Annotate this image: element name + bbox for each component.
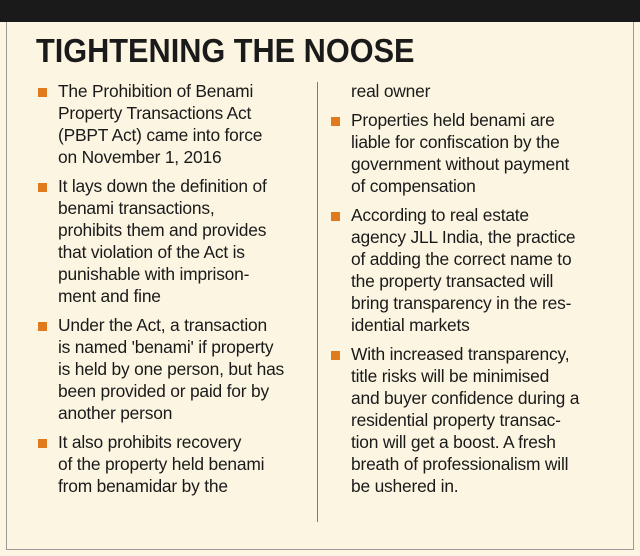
right-column [329,80,609,504]
square-bullet-icon [331,212,340,221]
bullet-text: Properties held benami are liable for confiscation by the government without payment of compensation [351,110,570,196]
square-bullet-icon [331,351,340,360]
square-bullet-icon [38,439,47,448]
square-bullet-icon [38,322,47,331]
square-bullet-icon [331,117,340,126]
infobox-title: TIGHTENING THE NOOSE [36,32,415,69]
square-bullet-icon [38,88,47,97]
column-divider [317,82,318,522]
bullet-item [329,343,609,497]
bullet-text: With increased transparency, title risks will be minimised and buyer confidence during a residential property transac- tion will get a boost. A fresh breath of professionalism will be ushered in. [351,344,580,496]
bullet-item [36,80,304,168]
continued-text [329,80,609,102]
bullet-item [36,431,304,497]
bullet-item [329,109,609,197]
bullet-item [36,314,304,424]
bullet-text: It lays down the definition of benami transactions, prohibits them and provides that violation of the Act is punishable with imprison- ment and fine [58,176,267,306]
continued-text-line: real owner [351,81,431,101]
bullet-item [329,204,609,336]
bullet-text: According to real estate agency JLL India, the practice of adding the correct name to the property transacted will bring transparency in the res- idential markets [351,205,576,335]
top-rule [0,0,640,22]
square-bullet-icon [38,183,47,192]
left-column [36,80,304,504]
bullet-text: The Prohibition of Benami Property Transactions Act (PBPT Act) came into force on November 1, 2016 [58,81,263,167]
bullet-text: Under the Act, a transaction is named 'benami' if property is held by one person, but has been provided or paid for by another person [58,315,285,423]
bullet-text: It also prohibits recovery of the property held benami from benamidar by the [58,432,265,496]
bullet-item [36,175,304,307]
